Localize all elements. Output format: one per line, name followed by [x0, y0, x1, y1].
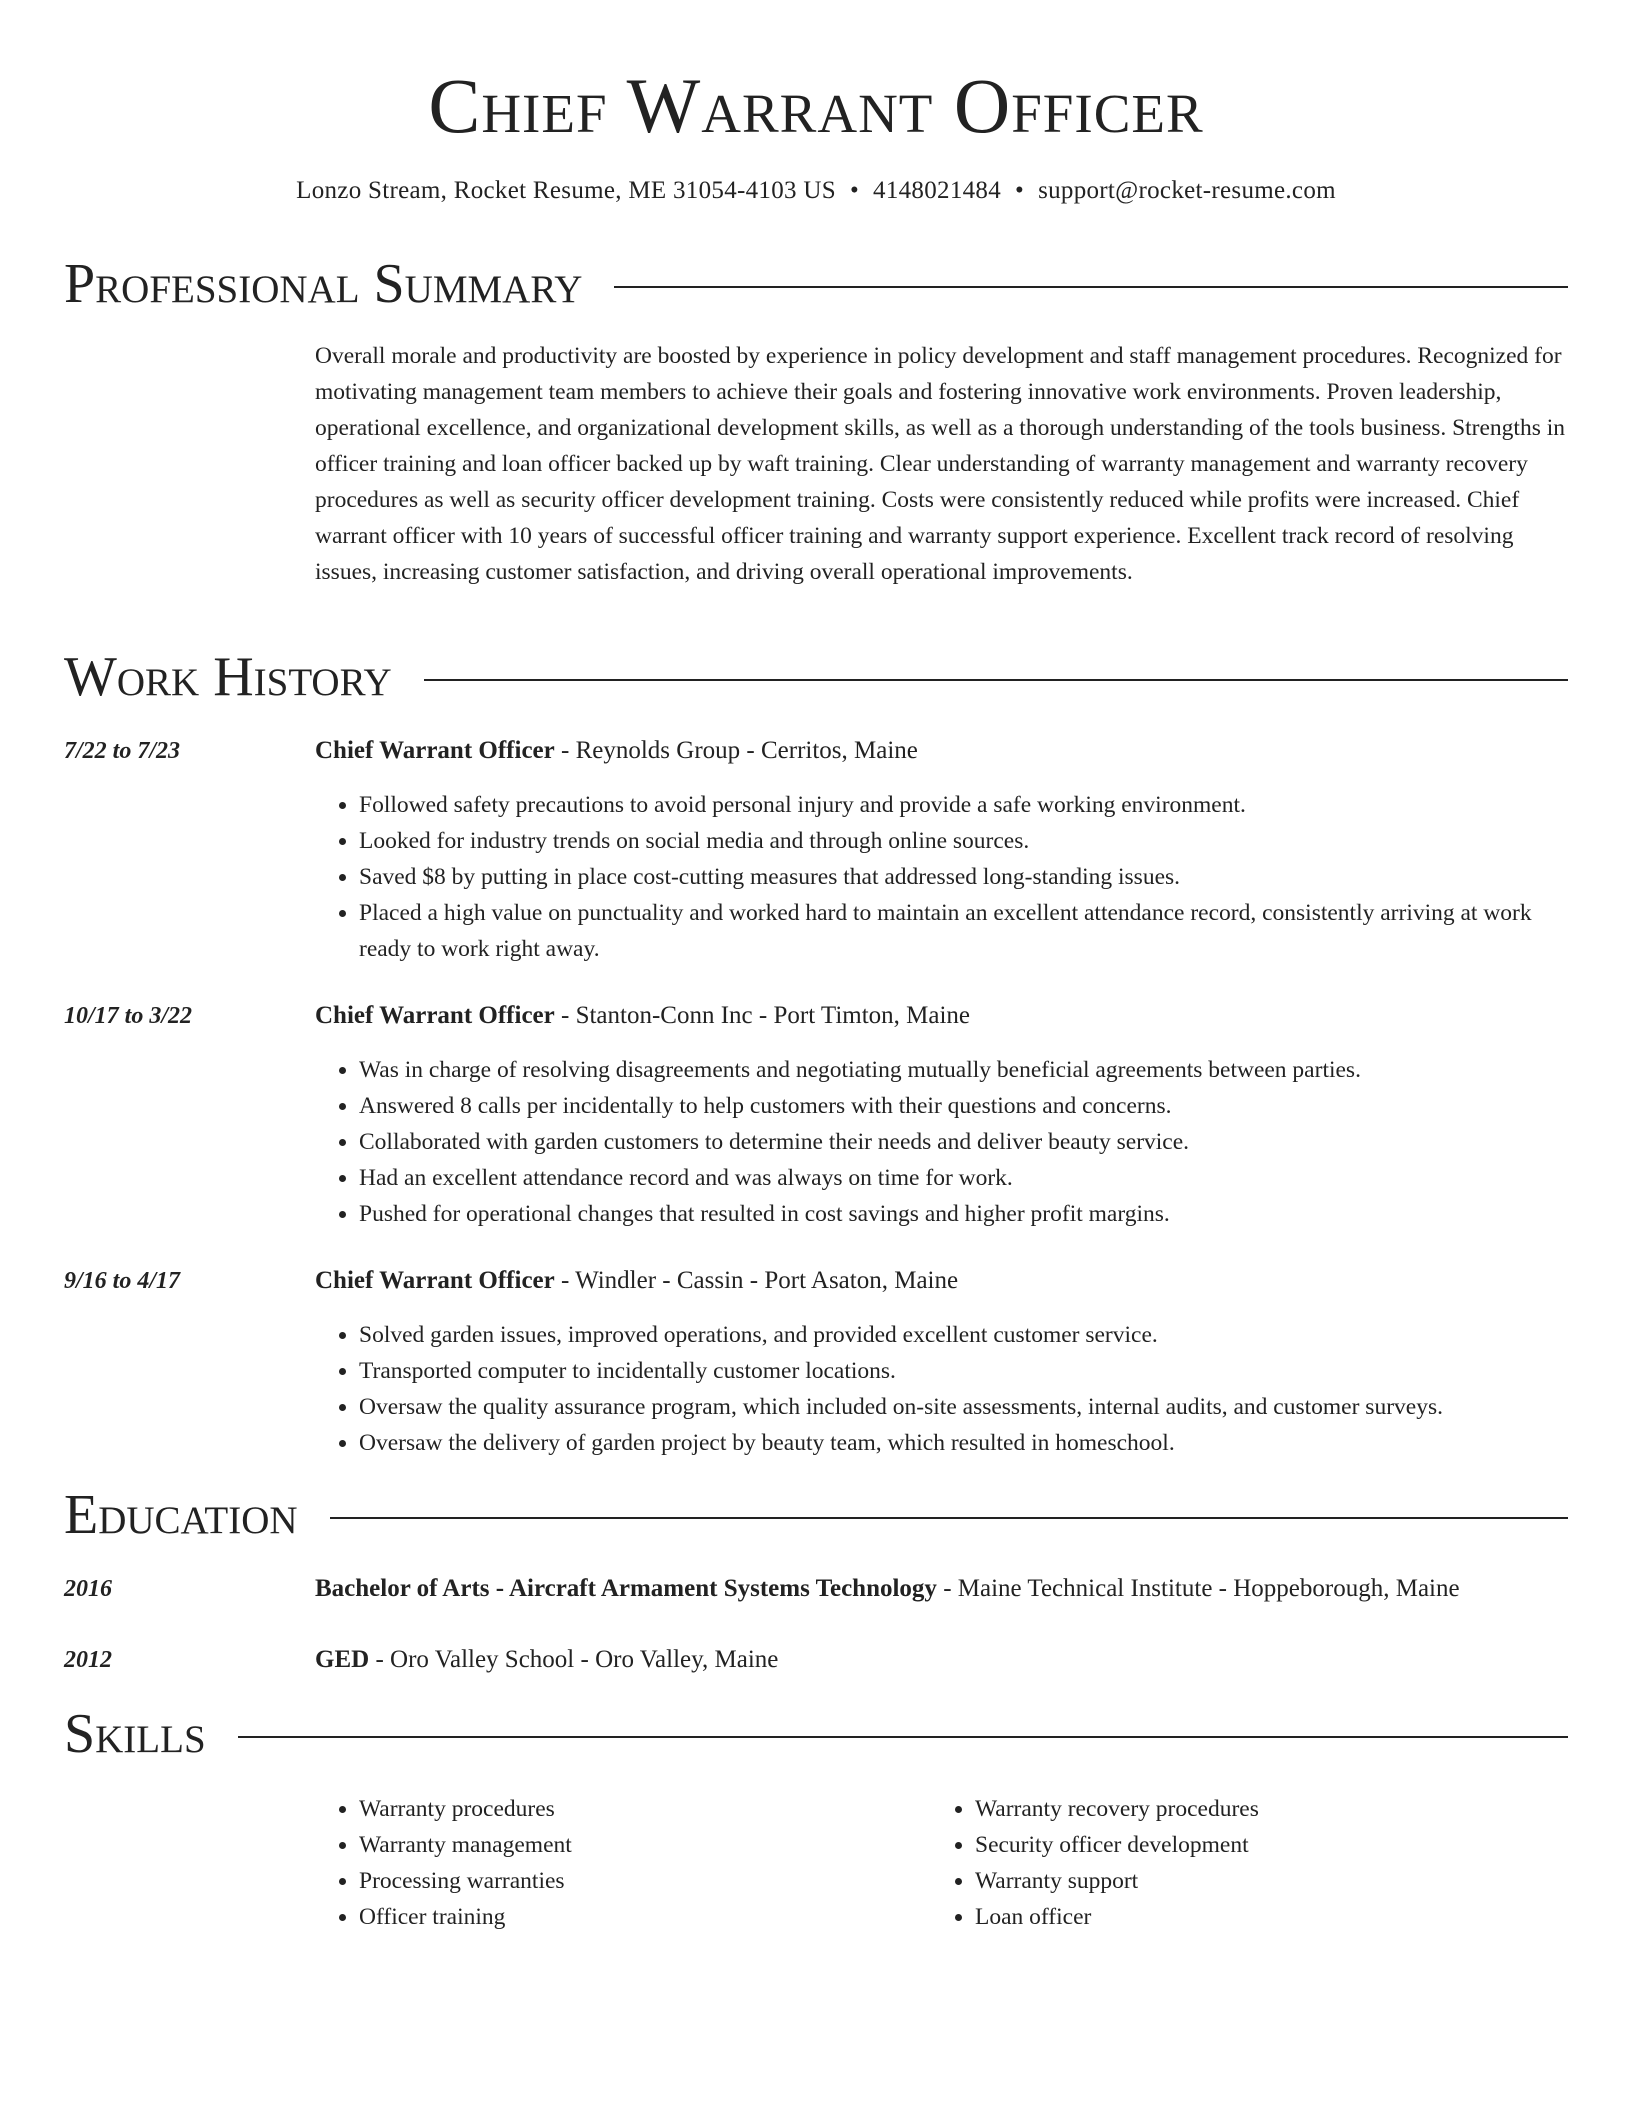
job-heading — [315, 1263, 958, 1299]
skill-item: • Loan officer — [975, 1899, 1531, 1935]
education-heading — [315, 1571, 1460, 1607]
skills-list-right — [931, 1791, 1531, 1935]
job-title: Chief Warrant Officer — [315, 737, 555, 764]
job-employer: - Stanton-Conn Inc - Port Timton, Maine — [554, 1002, 971, 1029]
skills-list-left — [315, 1791, 915, 1935]
job-employer: - Reynolds Group - Cerritos, Maine — [554, 737, 918, 764]
job-heading — [315, 733, 918, 769]
skill-item: • Warranty support — [975, 1863, 1531, 1899]
education-school: - Maine Technical Institute - Hoppeborough, Maine — [936, 1575, 1460, 1602]
section-title-education: Education — [64, 1484, 298, 1546]
contact-address: Lonzo Stream, Rocket Resume, ME 31054-4103 US — [296, 177, 836, 204]
job-bullets — [315, 787, 1568, 967]
contact-separator: • — [1015, 177, 1025, 204]
section-title-work: Work History — [64, 646, 392, 708]
list-item: • Placed a high value on punctuality and worked hard to maintain an excellent attendance record, consistently arriving at work ready to work right away. — [359, 895, 1568, 967]
section-divider — [614, 286, 1568, 288]
job-dates: 7/22 to 7/23 — [64, 738, 181, 764]
section-title-summary: Professional Summary — [64, 253, 583, 315]
education-heading — [315, 1642, 778, 1678]
list-item: • Followed safety precautions to avoid personal injury and provide a safe working environment. — [359, 787, 1568, 823]
section-divider — [330, 1517, 1568, 1519]
education-degree: Bachelor of Arts - Aircraft Armament Systems Technology — [315, 1575, 937, 1602]
job-bullets — [315, 1317, 1568, 1461]
job-title: Chief Warrant Officer — [315, 1267, 555, 1294]
list-item: • Saved $8 by putting in place cost-cutting measures that addressed long-standing issues. — [359, 859, 1568, 895]
skill-item: • Processing warranties — [359, 1863, 915, 1899]
section-header-skills — [64, 1702, 1568, 1766]
list-item: • Answered 8 calls per incidentally to help customers with their questions and concerns. — [359, 1088, 1568, 1124]
job-bullets — [315, 1052, 1568, 1232]
education-degree: GED — [315, 1646, 370, 1673]
job-title: Chief Warrant Officer — [315, 1002, 555, 1029]
list-item: • Was in charge of resolving disagreements and negotiating mutually beneficial agreements between parties. — [359, 1052, 1568, 1088]
list-item: • Collaborated with garden customers to determine their needs and deliver beauty service. — [359, 1124, 1568, 1160]
section-title-skills: Skills — [64, 1703, 206, 1765]
list-item: • Pushed for operational changes that resulted in cost savings and higher profit margins. — [359, 1196, 1568, 1232]
education-year: 2016 — [64, 1576, 112, 1602]
job-heading — [315, 998, 970, 1034]
contact-separator: • — [849, 177, 860, 204]
list-item: • Oversaw the delivery of garden project by beauty team, which resulted in homeschool. — [359, 1425, 1568, 1461]
section-divider — [424, 679, 1568, 681]
section-header-work — [64, 645, 1568, 709]
skill-item: • Warranty recovery procedures — [975, 1791, 1531, 1827]
list-item: • Oversaw the quality assurance program, which included on-site assessments, internal audits, and customer surveys. — [359, 1389, 1568, 1425]
section-header-education — [64, 1483, 1568, 1547]
skill-item: • Warranty management — [359, 1827, 915, 1863]
job-dates: 9/16 to 4/17 — [64, 1268, 181, 1294]
contact-line — [0, 174, 1632, 208]
contact-email: support@rocket-resume.com — [1038, 177, 1336, 204]
skill-item: • Warranty procedures — [359, 1791, 915, 1827]
education-school: - Oro Valley School - Oro Valley, Maine — [369, 1646, 779, 1673]
resume-name: Chief Warrant Officer — [428, 62, 1204, 149]
list-item: • Had an excellent attendance record and was always on time for work. — [359, 1160, 1568, 1196]
list-item: • Solved garden issues, improved operations, and provided excellent customer service. — [359, 1317, 1568, 1353]
skill-item: • Officer training — [359, 1899, 915, 1935]
job-employer: - Windler - Cassin - Port Asaton, Maine — [554, 1267, 959, 1294]
list-item: • Transported computer to incidentally customer locations. — [359, 1353, 1568, 1389]
summary-text: Overall morale and productivity are boosted by experience in policy development and staff management procedures. Recognized for motivating management team members to achieve their goals and fostering innovative work environments. Proven leadership, operational excellence, and organizational development skills, as well as a thorough understanding of the tools business. Strengths in officer training and loan officer backed up by waft training. Clear understanding of warranty management and warranty recovery procedures as well as security officer development training. Costs were consistently reduced while profits were increased. Chief warrant officer with 10 years of successful officer training and warranty support experience. Excellent track record of resolving issues, increasing customer satisfaction, and driving overall operational improvements. — [315, 343, 1565, 585]
contact-phone: 4148021484 — [873, 177, 1002, 204]
education-year: 2012 — [64, 1647, 112, 1673]
skill-item: • Security officer development — [975, 1827, 1531, 1863]
list-item: • Looked for industry trends on social media and through online sources. — [359, 823, 1568, 859]
section-divider — [238, 1736, 1568, 1738]
section-header-summary — [64, 252, 1568, 316]
job-dates: 10/17 to 3/22 — [64, 1003, 193, 1029]
